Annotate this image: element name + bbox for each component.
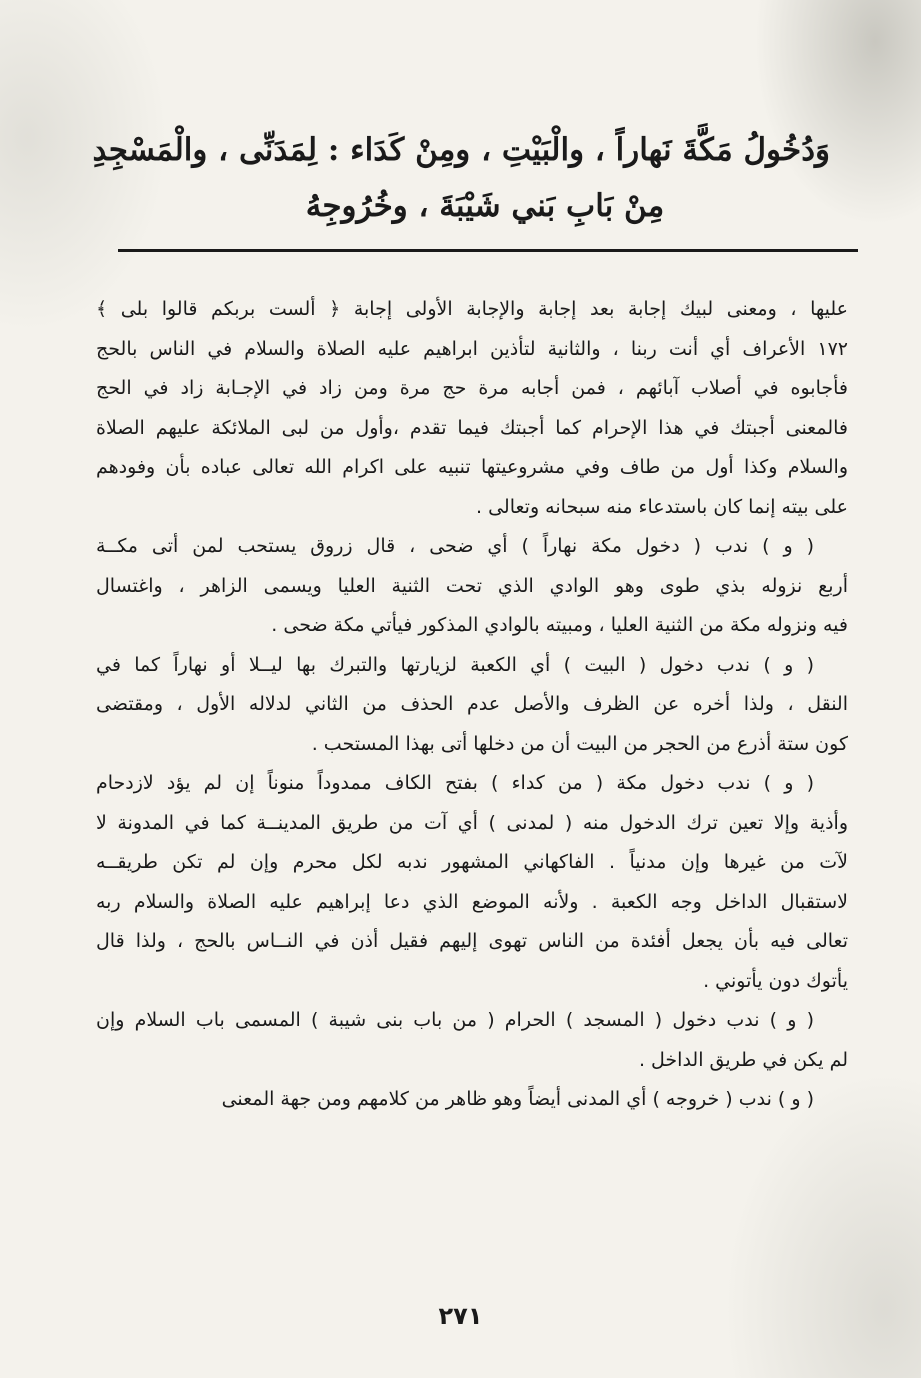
text-line: فيه ونزوله مكة من الثنية العليا ، ومبيته بالوادي المذكور فيأتي مكة ضحى .: [271, 614, 848, 636]
text-line: وأذية وإلا تعين ترك الدخول منه ( لمدنى ) أي آت من طريق المدينــة كما في المدونة لا: [96, 811, 848, 834]
paragraph: [96, 764, 848, 1001]
header-line-1: وَدُخُولُ مَكَّةَ نَهاراً ، والْبَيْتِ ، ومِنْ كَدَاء : لِمَدَنِّى ، والْمَسْجِدِ: [92, 132, 830, 168]
text-line: لم يكن في طريق الداخل .: [638, 1048, 848, 1071]
text-line: ( و ) ندب دخول ( البيت ) أي الكعبة لزيارتها والتبرك بها ليــلا أو نهاراً كما في: [96, 653, 814, 676]
text-line: على بيته إنما كان باستدعاء منه سبحانه وتعالى .: [476, 495, 848, 518]
section-header: [92, 122, 830, 234]
text-line: ( و ) ندب ( خروجه ) أي المدنى أيضاً وهو ظاهر من كلامهم ومن جهة المعنى: [221, 1088, 814, 1110]
text-line: يأتوك دون يأتوني .: [703, 969, 848, 992]
text-line: لآت من غيرها وإن مدنياً . الفاكهاني المشهور ندبه لكل محرم وإن لم تكن طريقــه: [96, 851, 848, 873]
text-line: تعالى فيه بأن يجعل أفئدة من الناس تهوى إليهم فقيل أذن في النــاس بالحج ، ولذا قال: [96, 930, 848, 952]
text-line: عليها ، ومعنى لبيك إجابة بعد إجابة والإجابة الأولى إجابة ﴿ ألست بربكم قالوا بلى ﴾: [96, 298, 848, 320]
text-line: ( و ) ندب دخول ( المسجد ) الحرام ( من باب بنى شيبة ) المسمى باب السلام وإن: [96, 1009, 814, 1031]
header-divider: [118, 249, 858, 252]
text-line: ( و ) ندب دخول مكة ( من كداء ) بفتح الكاف ممدوداً منوناً إن لم يؤد لازدحام: [96, 772, 814, 794]
text-line: النقل ، ولذا أخره عن الظرف والأصل عدم الحذف من الثاني لدلاله الأول ، ومقتضى: [96, 693, 848, 715]
text-line: فأجابوه في أصلاب آبائهم ، فمن أجابه مرة حج مرة ومن زاد في الإجـابة زاد في الحج: [96, 377, 848, 399]
paragraph: [96, 290, 848, 527]
text-line: ١٧٢ الأعراف أي أنت ربنا ، والثانية لتأذين ابراهيم عليه الصلاة والسلام في الناس بالحج: [96, 337, 848, 360]
text-line: كون ستة أذرع من الحجر من البيت أن من دخلها أتى بهذا المستحب .: [311, 732, 848, 755]
paragraph: [96, 527, 848, 646]
text-line: ( و ) ندب ( دخول مكة نهاراً ) أي ضحى ، قال زروق يستحب لمن أتى مكــة: [96, 535, 814, 557]
text-line: لاستقبال الداخل وجه الكعبة . ولأنه الموضع الذي دعا إبراهيم عليه الصلاة والسلام ربه: [96, 890, 848, 913]
page-number: ٢٧١: [438, 1302, 483, 1330]
paragraph: [96, 1080, 848, 1120]
text-line: فالمعنى أجبتك في هذا الإحرام كما أجبتك فيما تقدم ،وأول من لبى الملائكة عليهم الصلاة: [96, 416, 848, 439]
paragraph: [96, 1001, 848, 1080]
header-line-2: مِنْ بَابِ بَني شَيْبَةَ ، وخُرُوجِهُ: [305, 188, 665, 224]
commentary-body: [96, 290, 848, 1120]
paragraph: [96, 646, 848, 765]
text-line: أربع نزوله بذي طوى وهو الوادي الذي تحت الثنية العليا ويسمى الزاهر ، واغتسال: [96, 574, 848, 597]
text-line: والسلام وكذا أول من طاف وفي مشروعيتها تنبيه على اكرام الله تعالى عباده بأن وفودهم: [96, 456, 848, 478]
